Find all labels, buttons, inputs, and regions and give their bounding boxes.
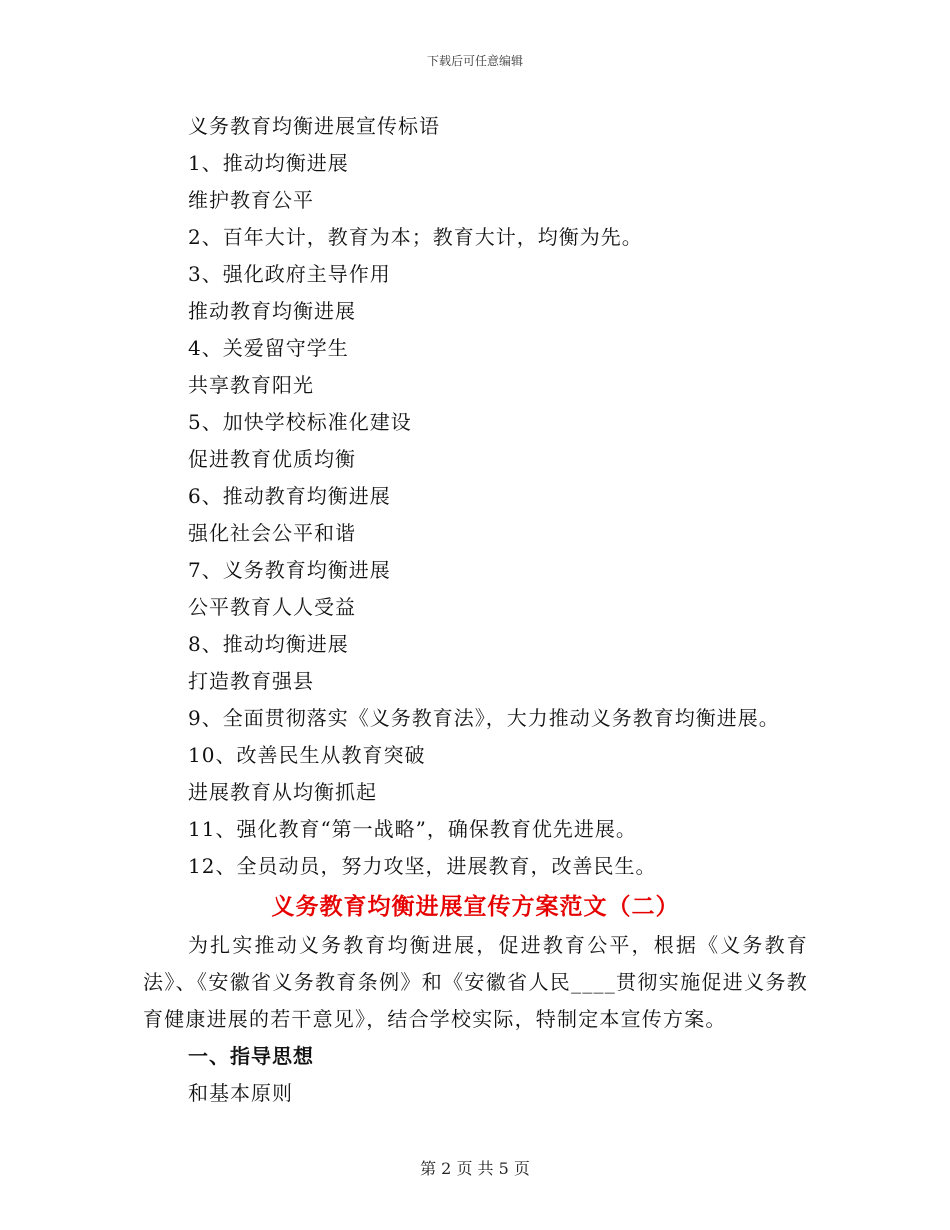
slogan-line: 12、全员动员，努力攻坚，进展教育，改善民生。 — [188, 854, 657, 878]
slogan-line: 7、义务教育均衡进展 — [188, 558, 391, 582]
slogan-line: 2、百年大计，教育为本；教育大计，均衡为先。 — [188, 225, 643, 249]
slogan-line: 5、加快学校标准化建设 — [188, 410, 412, 434]
slogan-line: 10、改善民生从教育突破 — [188, 743, 426, 767]
slogan-line: 进展教育从均衡抓起 — [188, 780, 377, 804]
slogans-title: 义务教育均衡进展宣传标语 — [188, 114, 440, 138]
slogan-line: 11、强化教育“第一战略”，确保教育优先进展。 — [188, 817, 637, 841]
body-line: 和基本原则 — [188, 1081, 293, 1105]
slogan-line: 推动教育均衡进展 — [188, 299, 356, 323]
slogan-line: 6、推动教育均衡进展 — [188, 484, 391, 508]
document-body — [143, 108, 808, 1112]
section-title: 义务教育均衡进展宣传方案范文（二） — [271, 893, 680, 920]
slogan-line: 维护教育公平 — [188, 188, 314, 212]
slogan-line: 1、推动均衡进展 — [188, 151, 349, 175]
slogan-line: 8、推动均衡进展 — [188, 632, 349, 656]
slogan-line: 3、强化政府主导作用 — [188, 262, 391, 286]
page-footer: 第 2 页 共 5 页 — [420, 1159, 530, 1178]
slogan-line: 强化社会公平和谐 — [188, 521, 356, 545]
slogan-line: 共享教育阳光 — [188, 373, 314, 397]
slogan-line: 公平教育人人受益 — [188, 595, 356, 619]
slogan-line: 9、全面贯彻落实《义务教育法》，大力推动义务教育均衡进展。 — [188, 706, 780, 730]
slogan-line: 4、关爱留守学生 — [188, 336, 349, 360]
page-header: 下载后可任意编辑 — [426, 54, 523, 68]
slogan-line: 促进教育优质均衡 — [188, 447, 356, 471]
slogan-line: 打造教育强县 — [188, 669, 314, 693]
body-paragraph: 为扎实推动义务教育均衡进展，促进教育公平，根据《义务教育法》、《安徽省义务教育条例》和《安徽省人民____贯彻实施促进义务教育健康进展的若干意见》，结合学校实际，特制定本宣传方案。 — [143, 933, 808, 1031]
section-heading: 一、指导思想 — [188, 1044, 314, 1068]
